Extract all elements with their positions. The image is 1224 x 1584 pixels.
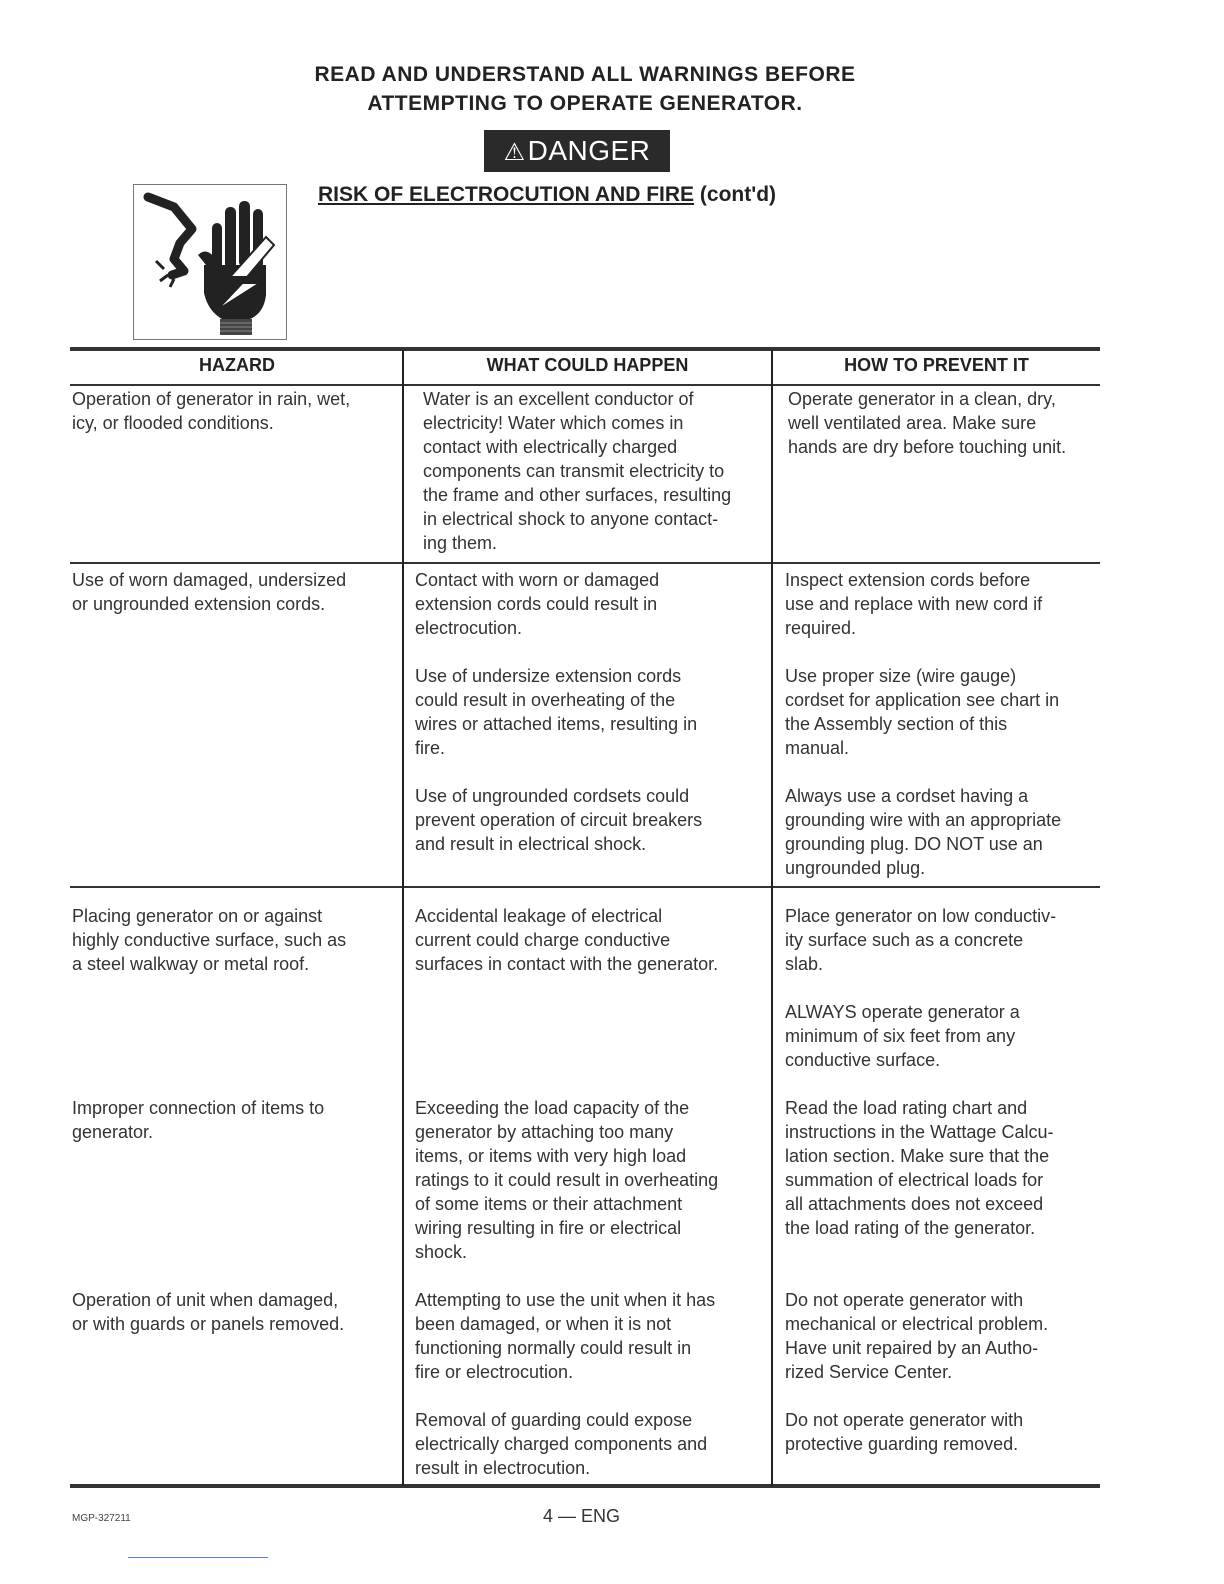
hazard-cell: Placing generator on or against highly conductive surface, such as a steel walkway or metal roof. xyxy=(72,906,347,974)
document-code: MGP-327211 xyxy=(72,1513,131,1524)
what-could-happen-cell: Water is an excellent conductor of electricity! Water which comes in contact with electrically charged components can transmit electricity to the frame and other surfaces, resulting in electrical shock to anyone contact- ing them. xyxy=(423,389,732,553)
what-could-happen-cell: Removal of guarding could expose electrically charged components and result in electrocution. xyxy=(415,1410,708,1478)
what-could-happen-cell: Attempting to use the unit when it has been damaged, or when it is not functioning normally could result in fire or electrocution. xyxy=(415,1290,716,1382)
risk-title xyxy=(318,181,776,209)
column-header-what-could-happen: WHAT COULD HAPPEN xyxy=(486,355,689,375)
header-rule xyxy=(70,384,1100,386)
warning-heading-line2: ATTEMPTING TO OPERATE GENERATOR. xyxy=(367,92,803,115)
table-bottom-rule xyxy=(70,1484,1100,1488)
hazard-cell: Use of worn damaged, undersized or ungrounded extension cords. xyxy=(72,570,347,614)
what-could-happen-cell: Exceeding the load capacity of the generator by attaching too many items, or items with very high load ratings to it could result in overheating of some items or their attachment wiring resulting in fire or electrical shock. xyxy=(415,1098,719,1262)
risk-title-main: RISK OF ELECTROCUTION AND FIRE xyxy=(318,183,695,206)
row-divider xyxy=(70,886,1100,888)
risk-title-suffix: (cont'd) xyxy=(699,183,777,206)
how-to-prevent-cell: Operate generator in a clean, dry, well ventilated area. Make sure hands are dry before touching unit. xyxy=(788,389,1067,457)
column-header-hazard: HAZARD xyxy=(199,355,275,375)
table-top-rule xyxy=(70,347,1100,351)
what-could-happen-cell: Use of undersize extension cords could result in overheating of the wires or attached items, resulting in fire. xyxy=(415,666,698,758)
how-to-prevent-cell: Use proper size (wire gauge) cordset for application see chart in the Assembly section of this manual. xyxy=(785,666,1060,758)
how-to-prevent-cell: Do not operate generator with mechanical or electrical problem. Have unit repaired by an Autho- rized Service Center. xyxy=(785,1290,1049,1382)
warning-triangle-icon: ⚠ xyxy=(503,139,526,166)
row-divider xyxy=(70,562,1100,564)
hazard-cell: Operation of unit when damaged, or with guards or panels removed. xyxy=(72,1290,345,1334)
danger-label: DANGER xyxy=(527,135,651,166)
column-header-how-to-prevent: HOW TO PREVENT IT xyxy=(844,355,1029,375)
what-could-happen-cell: Accidental leakage of electrical current could charge conductive surfaces in contact with the generator. xyxy=(415,906,719,974)
footer-rule xyxy=(128,1557,268,1558)
warning-heading-line1: READ AND UNDERSTAND ALL WARNINGS BEFORE xyxy=(314,63,856,86)
what-could-happen-cell: Contact with worn or damaged extension cords could result in electrocution. xyxy=(415,570,660,638)
page-number: 4 — ENG xyxy=(543,1506,621,1526)
how-to-prevent-cell: Read the load rating chart and instructions in the Wattage Calcu- lation section. Make sure that the summation of electrical loads for all attachments does not exceed the load rating of the generator. xyxy=(785,1098,1054,1238)
how-to-prevent-cell: Always use a cordset having a grounding wire with an appropriate grounding plug. DO NOT use an ungrounded plug. xyxy=(785,786,1062,878)
how-to-prevent-cell: Inspect extension cords before use and replace with new cord if required. xyxy=(785,570,1043,638)
how-to-prevent-cell: ALWAYS operate generator a minimum of six feet from any conductive surface. xyxy=(785,1002,1020,1070)
hazard-cell: Improper connection of items to generator. xyxy=(72,1098,325,1142)
how-to-prevent-cell: Do not operate generator with protective guarding removed. xyxy=(785,1410,1024,1454)
column-divider xyxy=(402,350,404,1486)
hazard-cell: Operation of generator in rain, wet, icy, or flooded conditions. xyxy=(72,389,351,433)
danger-badge xyxy=(484,130,670,172)
column-divider xyxy=(771,350,773,1486)
how-to-prevent-cell: Place generator on low conductiv- ity surface such as a concrete slab. xyxy=(785,906,1057,974)
what-could-happen-cell: Use of ungrounded cordsets could prevent operation of circuit breakers and result in electrical shock. xyxy=(415,786,703,854)
electrocution-hazard-icon xyxy=(133,184,287,340)
